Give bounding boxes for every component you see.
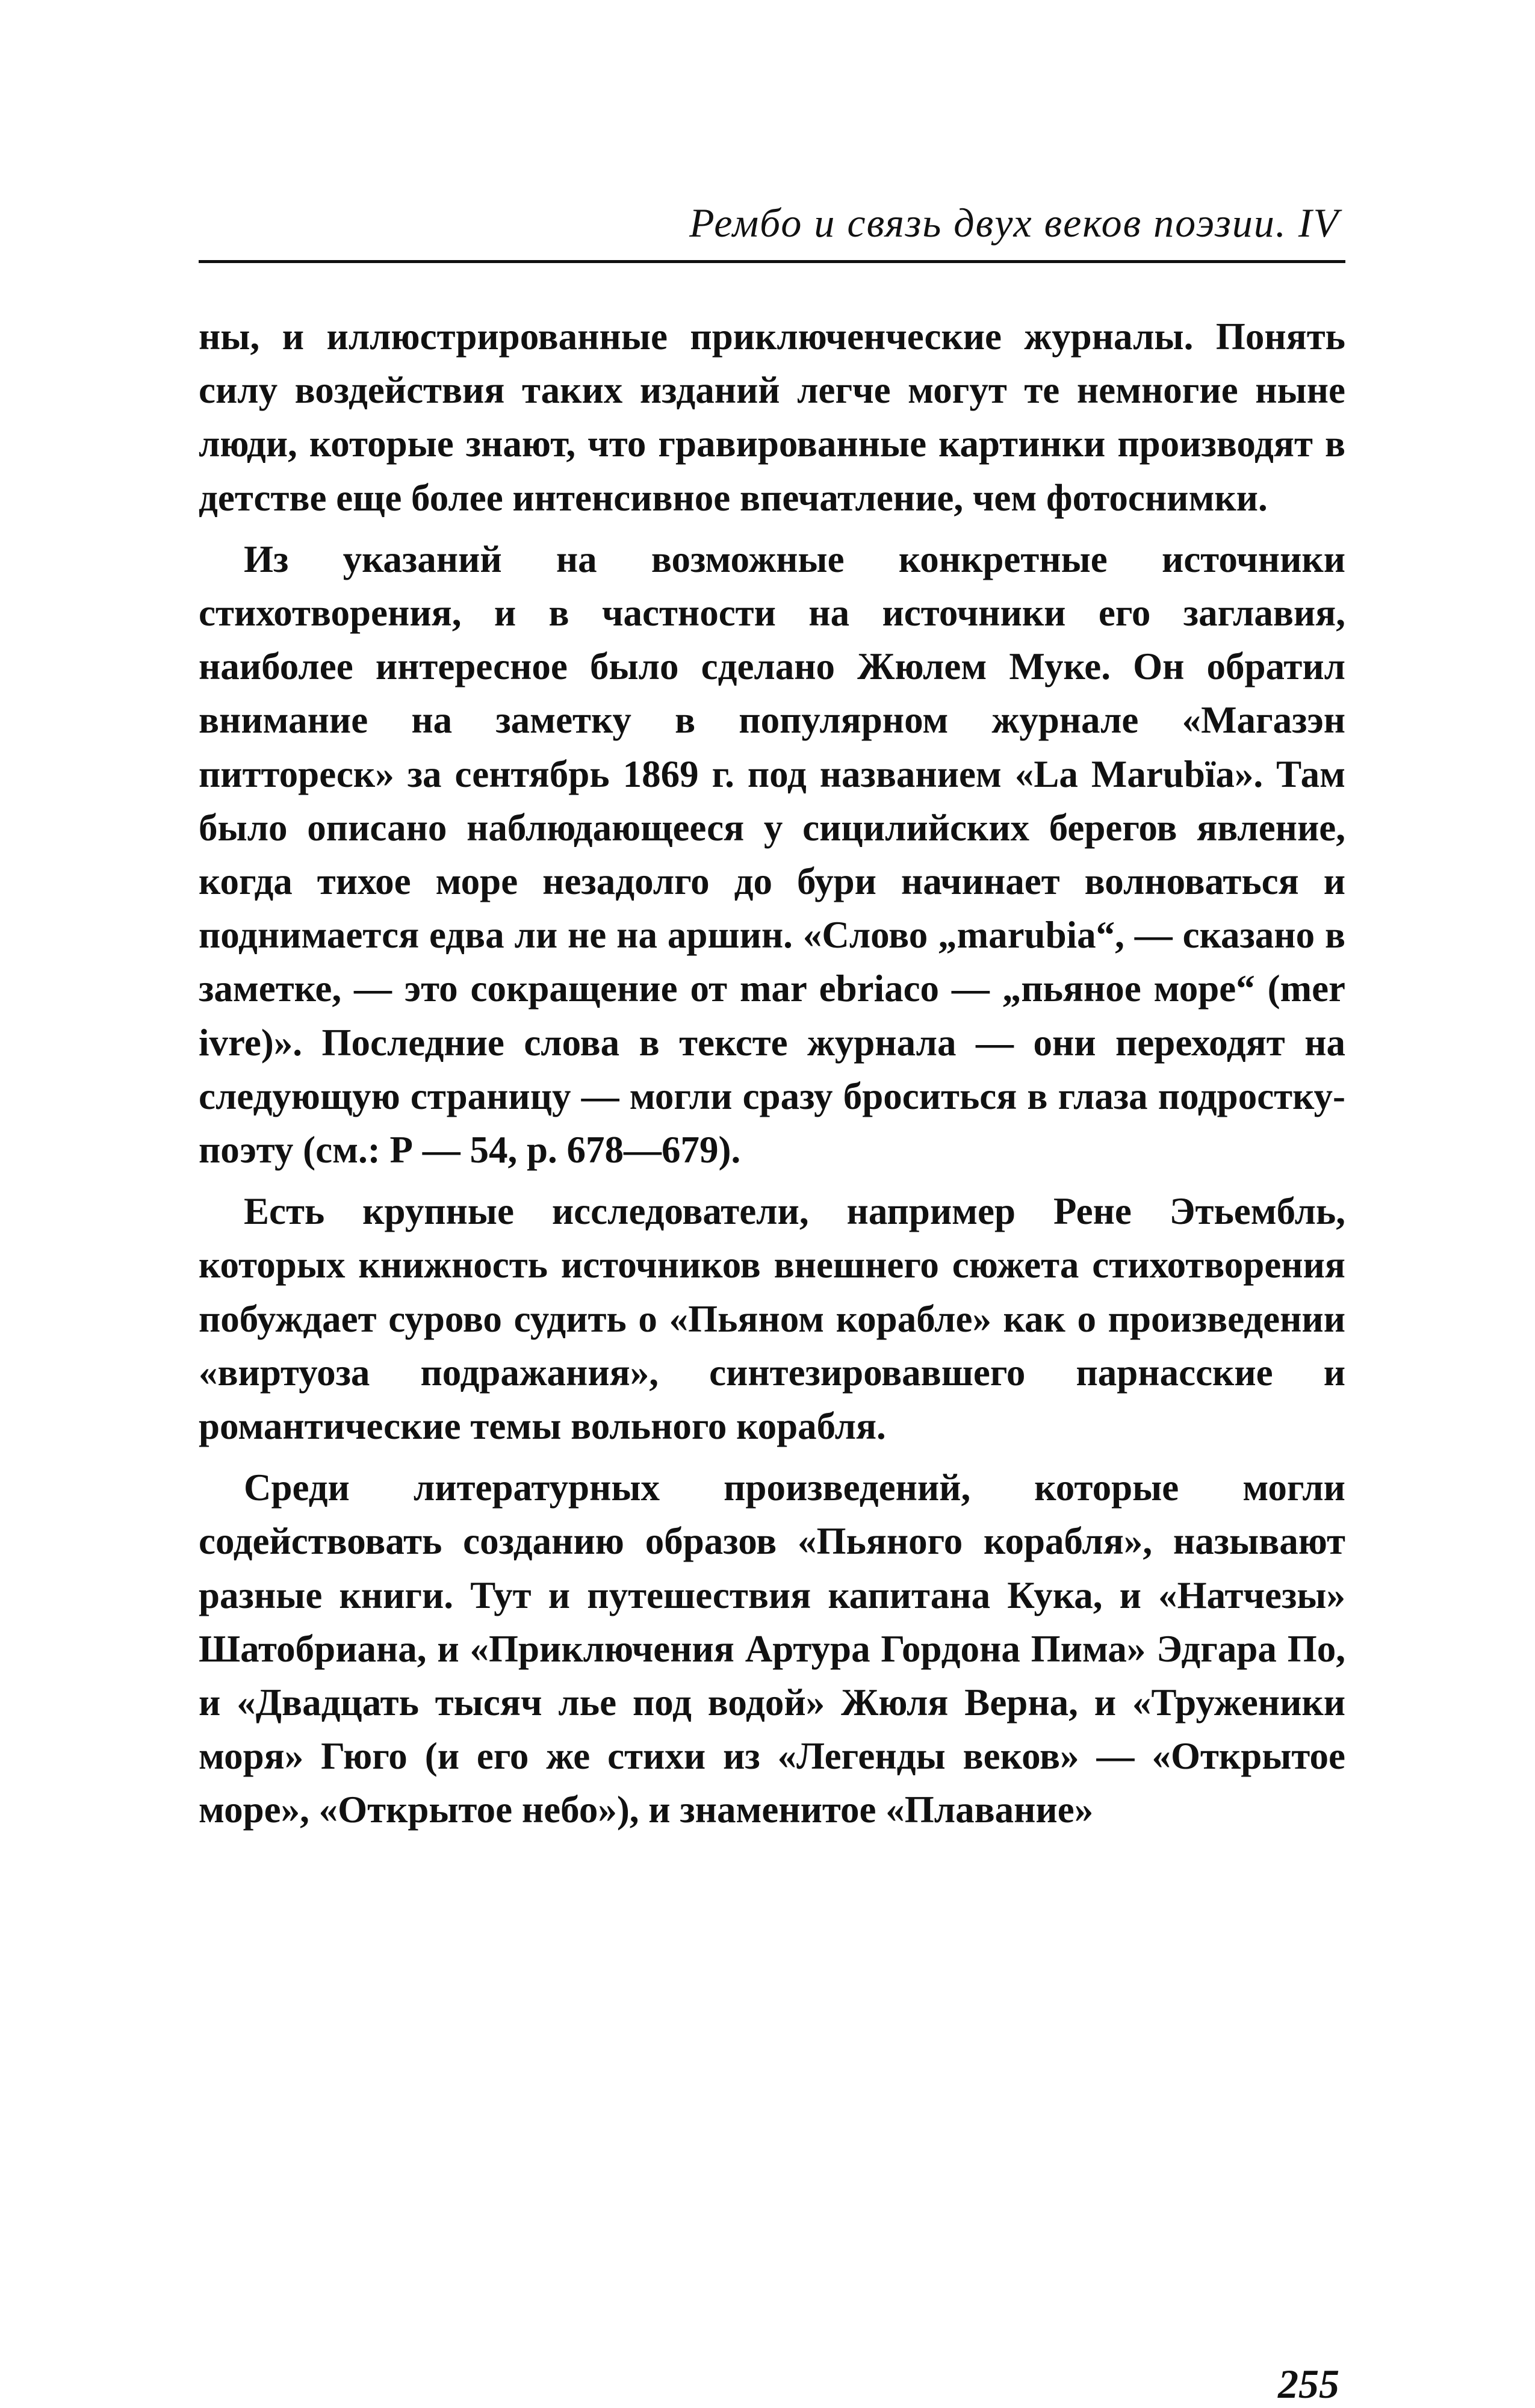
running-head-title: Рембо и связь двух веков поэзии. IV [689,200,1339,246]
paragraph-3: Есть крупные исследователи, например Рене Этьембль, которых книжность источников внешнего сюжета стихотворения побуждает сурово судить о «Пьяном корабле» как о произведении «виртуоза подражания», синтезировавшего парнасские и романтические темы вольного корабля. [199,1190,1345,1448]
body-text [199,310,1345,1837]
paragraph-4: Среди литературных произведений, которые могли содействовать созданию образов «Пьяного корабля», называют разные книги. Тут и путешествия капитана Кука, и «Натчезы» Шатобриана, и «Приключения Артура Гордона Пима» Эдгара По, и «Двадцать тысяч лье под водой» Жюля Верна, и «Труженики моря» Гюго (и его же стихи из «Легенды веков» — «Открытое море», «Открытое небо»), и знаменитое «Плавание» [199,1466,1345,1831]
header-rule [199,260,1345,263]
book-page [199,199,1345,2407]
paragraph-2: Из указаний на возможные конкретные источники стихотворения, и в частности на источники его заглавия, наиболее интересное было сделано Жюлем Муке. Он обратил внимание на заметку в популярном журнале «Магазэн питтореск» за сентябрь 1869 г. под названием «La Marubïa». Там было описано наблюдающееся у сицилийских берегов явление, когда тихое море незадолго до бури начинает волноваться и поднимается едва ли не на аршин. «Слово „marubia“, — сказано в заметке, — это сокращение от mar ebriaco — „пьяное море“ (mer ivre)». Последние слова в тексте журнала — они переходят на следующую страницу — могли сразу броситься в глаза подростку-поэту (см.: Р — 54, р. 678—679). [199,538,1345,1171]
page-number: 255 [1278,2361,1339,2407]
paragraph-1: ны, и иллюстрированные приключенческие журналы. Понять силу воздействия таких изданий легче могут те немногие ныне люди, которые знают, что гравированные картинки производят в детстве еще более интенсивное впечатление, чем фотоснимки. [199,315,1345,519]
